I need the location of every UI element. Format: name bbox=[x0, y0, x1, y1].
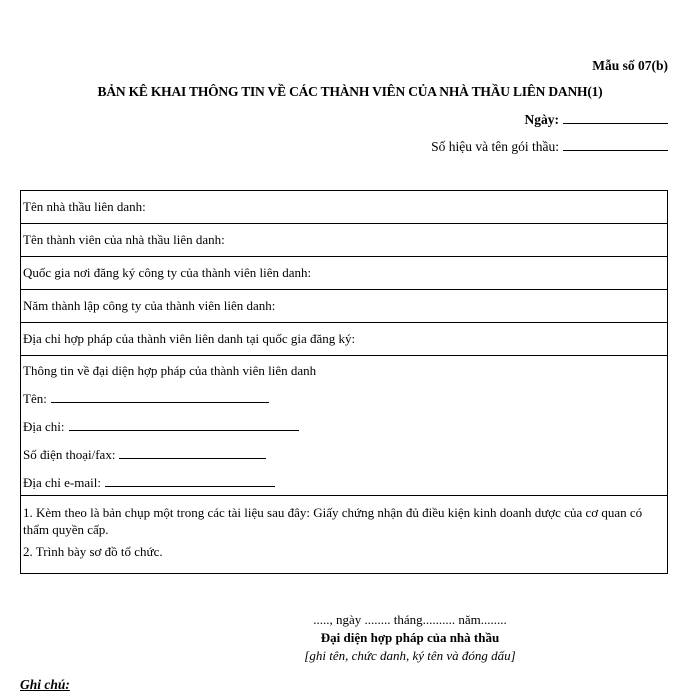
package-blank bbox=[563, 138, 668, 151]
signature-date-line: ....., ngày ........ tháng.......... năm........ bbox=[313, 612, 507, 627]
info-table bbox=[20, 190, 668, 574]
rep-name-label: Tên: bbox=[23, 391, 47, 406]
rep-email-label: Địa chỉ e-mail: bbox=[23, 475, 101, 490]
rep-phone-line bbox=[23, 446, 665, 463]
date-blank bbox=[563, 111, 668, 124]
rep-phone-label: Số điện thoại/fax: bbox=[23, 447, 116, 462]
table-row bbox=[21, 496, 668, 574]
rep-address-line bbox=[23, 418, 665, 435]
representative-cell bbox=[21, 356, 668, 496]
date-label: Ngày: bbox=[524, 112, 559, 127]
rep-name-line bbox=[23, 390, 665, 407]
date-line bbox=[525, 111, 669, 128]
package-line bbox=[431, 138, 668, 155]
document-item-1: 1. Kèm theo là bản chụp một trong các tài liệu sau đây: Giấy chứng nhận đủ điều kiện kinh doanh dược của cơ quan có thẩm quyền cấp. bbox=[23, 505, 643, 537]
founding-year-cell: Năm thành lập công ty của thành viên liên danh: bbox=[21, 290, 668, 323]
note-label: Ghi chú: bbox=[20, 677, 70, 692]
document-item-2: 2. Trình bày sơ đồ tổ chức. bbox=[23, 544, 163, 559]
table-row bbox=[21, 323, 668, 356]
documents-cell bbox=[21, 496, 668, 574]
signature-representative-label: Đại diện hợp pháp của nhà thầu bbox=[320, 630, 500, 645]
representative-title: Thông tin về đại diện hợp pháp của thành viên liên danh bbox=[23, 363, 317, 378]
table-row bbox=[21, 191, 668, 224]
document-title: BẢN KÊ KHAI THÔNG TIN VỀ CÁC THÀNH VIÊN CỦA NHÀ THẦU LIÊN DANH(1) bbox=[97, 84, 603, 99]
rep-address-label: Địa chỉ: bbox=[23, 419, 65, 434]
rep-name-blank bbox=[51, 390, 269, 403]
joint-venture-name-cell: Tên nhà thầu liên danh: bbox=[21, 191, 668, 224]
form-number: Mẫu số 07(b) bbox=[592, 58, 668, 73]
rep-email-blank bbox=[105, 474, 275, 487]
registration-country-cell: Quốc gia nơi đăng ký công ty của thành viên liên danh: bbox=[21, 257, 668, 290]
signature-hint: [ghi tên, chức danh, ký tên và đóng dấu] bbox=[304, 648, 516, 663]
table-row bbox=[21, 290, 668, 323]
rep-email-line bbox=[23, 474, 665, 491]
member-name-cell: Tên thành viên của nhà thầu liên danh: bbox=[21, 224, 668, 257]
legal-address-cell: Địa chỉ hợp pháp của thành viên liên danh tại quốc gia đăng ký: bbox=[21, 323, 668, 356]
table-row bbox=[21, 224, 668, 257]
signature-block bbox=[280, 612, 540, 664]
table-row bbox=[21, 356, 668, 496]
rep-phone-blank bbox=[119, 446, 266, 459]
package-label: Số hiệu và tên gói thầu: bbox=[431, 139, 559, 154]
rep-address-blank bbox=[69, 418, 299, 431]
table-row bbox=[21, 257, 668, 290]
